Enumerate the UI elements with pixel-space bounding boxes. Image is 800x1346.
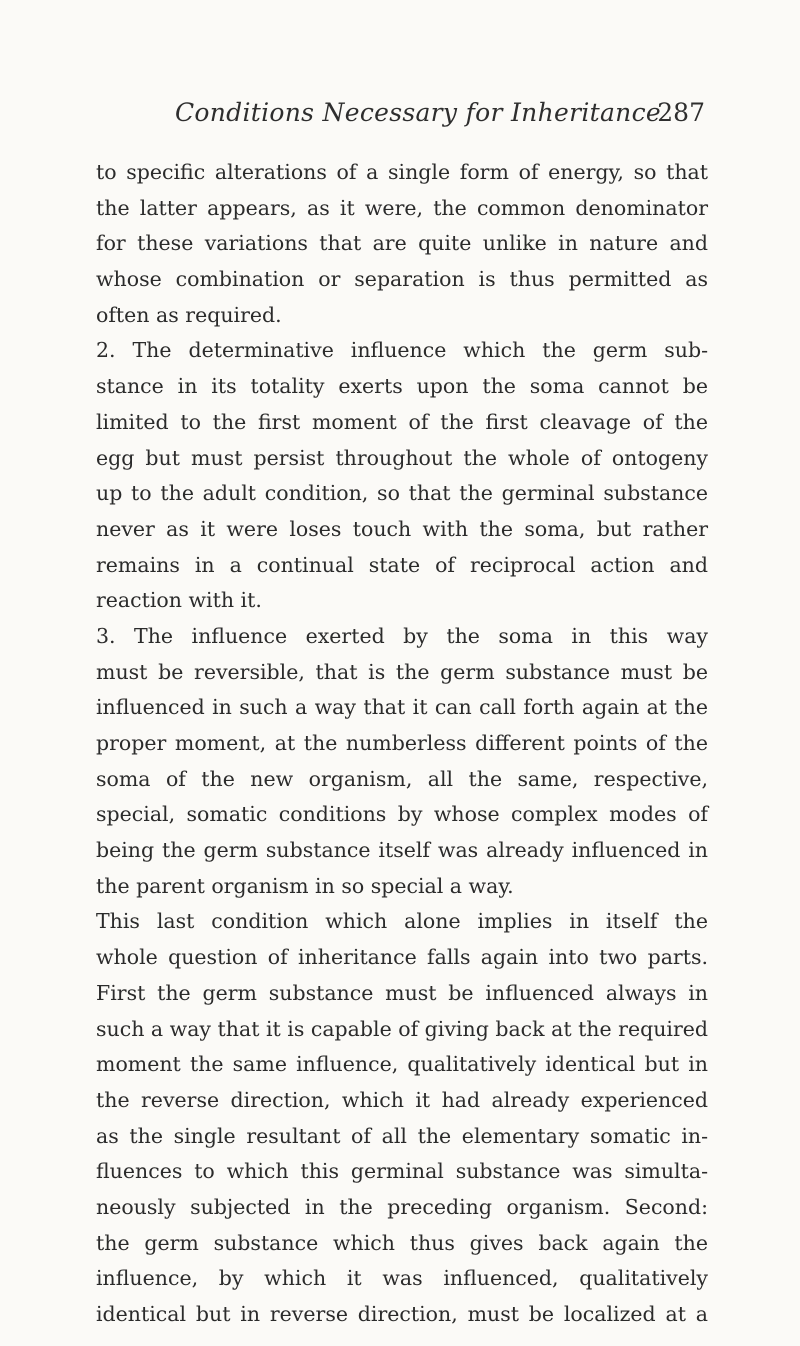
- body-text: [96, 155, 708, 1333]
- text-line: First the germ substance must be influenced always in: [96, 980, 708, 1005]
- text-line: the germ substance which thus gives back again the: [96, 1230, 708, 1255]
- text-line: never as it were loses touch with the soma, but rather: [96, 516, 708, 541]
- text-line: must be reversible, that is the germ substance must be: [96, 659, 708, 684]
- text-line: often as required.: [96, 302, 282, 327]
- text-line: remains in a continual state of reciprocal action and: [96, 552, 708, 577]
- text-line: limited to the first moment of the first cleavage of the: [96, 409, 708, 434]
- text-line: whole question of inheritance falls again into two parts.: [96, 945, 708, 970]
- text-line: egg but must persist throughout the whole of ontogeny: [96, 445, 708, 470]
- text-line: moment the same influence, qualitatively identical but in: [96, 1052, 708, 1077]
- text-line: neously subjected in the preceding organism. Second:: [96, 1194, 708, 1219]
- text-line: 3. The influence exerted by the soma in this way: [96, 623, 708, 648]
- running-head: [175, 98, 705, 138]
- text-line: to specific alterations of a single form of energy, so that: [96, 160, 708, 184]
- text-line: This last condition which alone implies in itself the: [96, 909, 708, 934]
- text-line: influence, by which it was influenced, qualitatively: [96, 1266, 708, 1291]
- text-line: the latter appears, as it were, the common denominator: [96, 195, 708, 220]
- text-line: being the germ substance itself was already influenced in: [96, 838, 708, 863]
- text-line: special, somatic conditions by whose complex modes of: [96, 802, 708, 827]
- text-line: up to the adult condition, so that the germinal substance: [96, 481, 708, 506]
- text-line: soma of the new organism, all the same, respective,: [96, 766, 708, 791]
- text-line: proper moment, at the numberless different points of the: [96, 731, 708, 755]
- text-line: identical but in reverse direction, must be localized at a: [96, 1302, 708, 1326]
- text-line: stance in its totality exerts upon the soma cannot be: [96, 374, 708, 399]
- text-line: for these variations that are quite unlike in nature and: [96, 231, 708, 256]
- text-line: influenced in such a way that it can call forth again at the: [96, 695, 708, 720]
- text-line: reaction with it.: [96, 588, 262, 613]
- text-line: the reverse direction, which it had already experienced: [96, 1087, 708, 1112]
- running-title: Conditions Necessary for Inheritance: [175, 98, 661, 127]
- text-line: whose combination or separation is thus permitted as: [96, 267, 708, 292]
- text-line: as the single resultant of all the elementary somatic in-: [96, 1123, 708, 1148]
- text-line: fluences to which this germinal substance was simulta-: [96, 1159, 708, 1184]
- page-number: 287: [657, 98, 705, 127]
- text-line: 2. The determinative influence which the germ sub-: [96, 338, 708, 363]
- text-line: the parent organism in so special a way.: [96, 873, 514, 898]
- text-line: such a way that it is capable of giving back at the required: [96, 1016, 709, 1041]
